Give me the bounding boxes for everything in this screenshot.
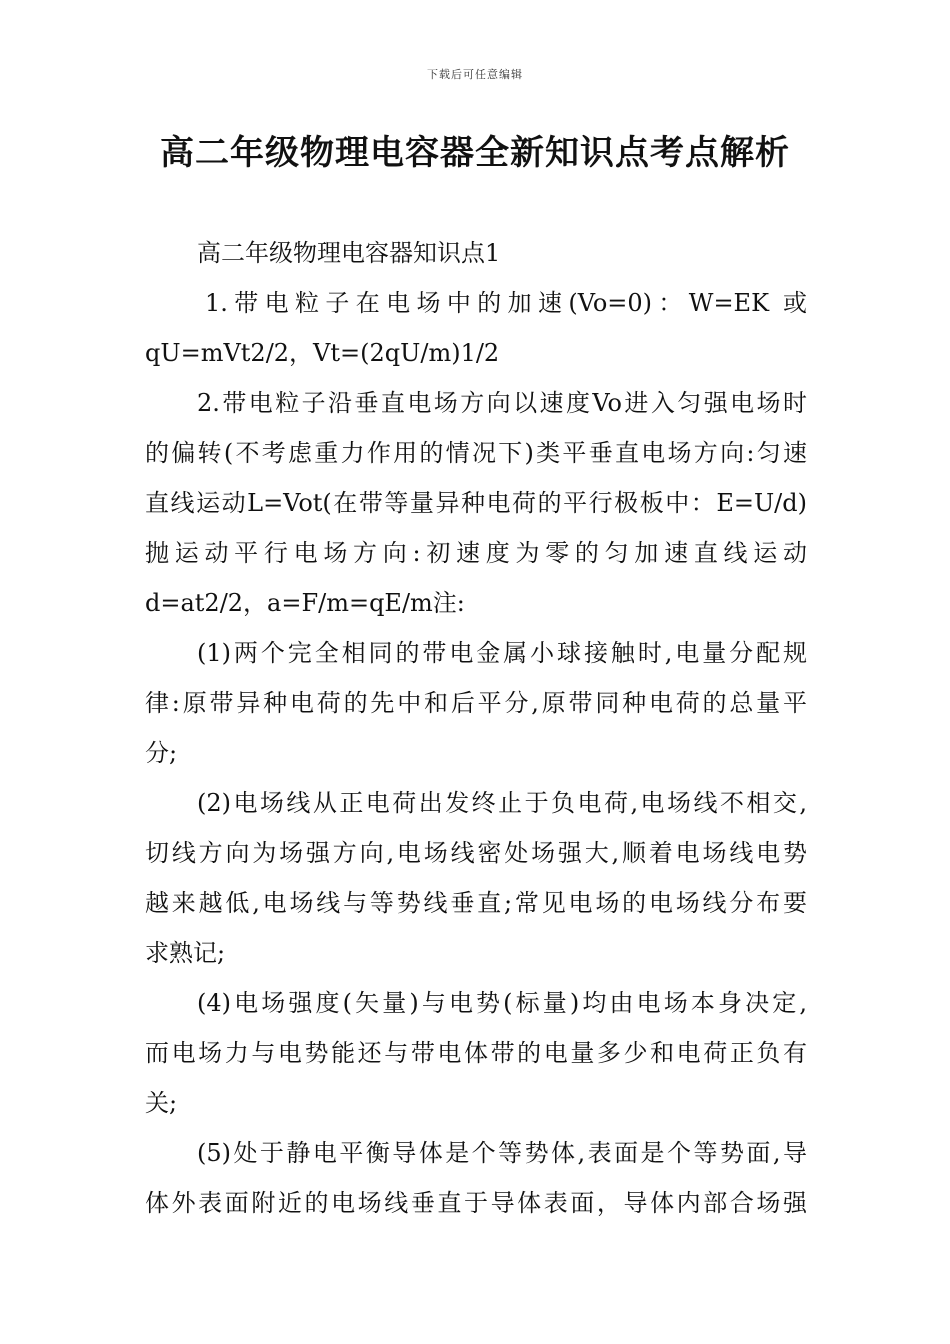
paragraph-line: 体外表面附近的电场线垂直于导体表面，导体内部合场强 bbox=[145, 1189, 807, 1217]
paragraph-4 bbox=[145, 778, 807, 978]
paragraph-6 bbox=[145, 1128, 807, 1228]
paragraph-line: qU=mVt2/2，Vt=(2qU/m)1/2 bbox=[145, 339, 500, 367]
section-heading: 高二年级物理电容器知识点1 bbox=[197, 239, 501, 267]
paragraph-line: (5)处于静电平衡导体是个等势体,表面是个等势面,导 bbox=[197, 1139, 807, 1167]
paragraph-line: 关; bbox=[145, 1089, 178, 1117]
paragraph-line: 而电场力与电势能还与带电体带的电量多少和电荷正负有 bbox=[145, 1039, 807, 1067]
page-title: 高二年级物理电容器全新知识点考点解析 bbox=[160, 133, 790, 173]
paragraph-2 bbox=[145, 378, 807, 628]
paragraph-line: 直线运动L=Vot(在带等量异种电荷的平行极板中：E=U/d) bbox=[145, 489, 807, 517]
paragraph-line: 抛运动平行电场方向:初速度为零的匀加速直线运动 bbox=[145, 539, 807, 567]
paragraph-1 bbox=[145, 278, 807, 378]
paragraph-line: 的偏转(不考虑重力作用的情况下)类平垂直电场方向:匀速 bbox=[145, 439, 807, 467]
paragraph-line: 1.带电粒子在电场中的加速(Vo=0)：W=EK 或 bbox=[205, 289, 807, 317]
paragraph-line: (2)电场线从正电荷出发终止于负电荷,电场线不相交, bbox=[197, 789, 807, 817]
header-note: 下载后可任意编辑 bbox=[427, 68, 523, 81]
document-body bbox=[145, 228, 807, 1228]
paragraph-line: 律:原带异种电荷的先中和后平分,原带同种电荷的总量平 bbox=[145, 689, 807, 717]
paragraph-5 bbox=[145, 978, 807, 1128]
paragraph-line: d=at2/2，a=F/m=qE/m注: bbox=[145, 589, 465, 617]
paragraph-line: 求熟记; bbox=[145, 939, 226, 967]
paragraph-line: (1)两个完全相同的带电金属小球接触时,电量分配规 bbox=[197, 639, 807, 667]
paragraph-line: 越来越低,电场线与等势线垂直;常见电场的电场线分布要 bbox=[145, 889, 807, 917]
paragraph-line: 切线方向为场强方向,电场线密处场强大,顺着电场线电势 bbox=[145, 839, 807, 867]
paragraph-line: 2.带电粒子沿垂直电场方向以速度Vo进入匀强电场时 bbox=[197, 389, 807, 417]
paragraph-line: (4)电场强度(矢量)与电势(标量)均由电场本身决定, bbox=[197, 989, 807, 1017]
paragraph-3 bbox=[145, 628, 807, 778]
paragraph-line: 分; bbox=[145, 739, 178, 767]
